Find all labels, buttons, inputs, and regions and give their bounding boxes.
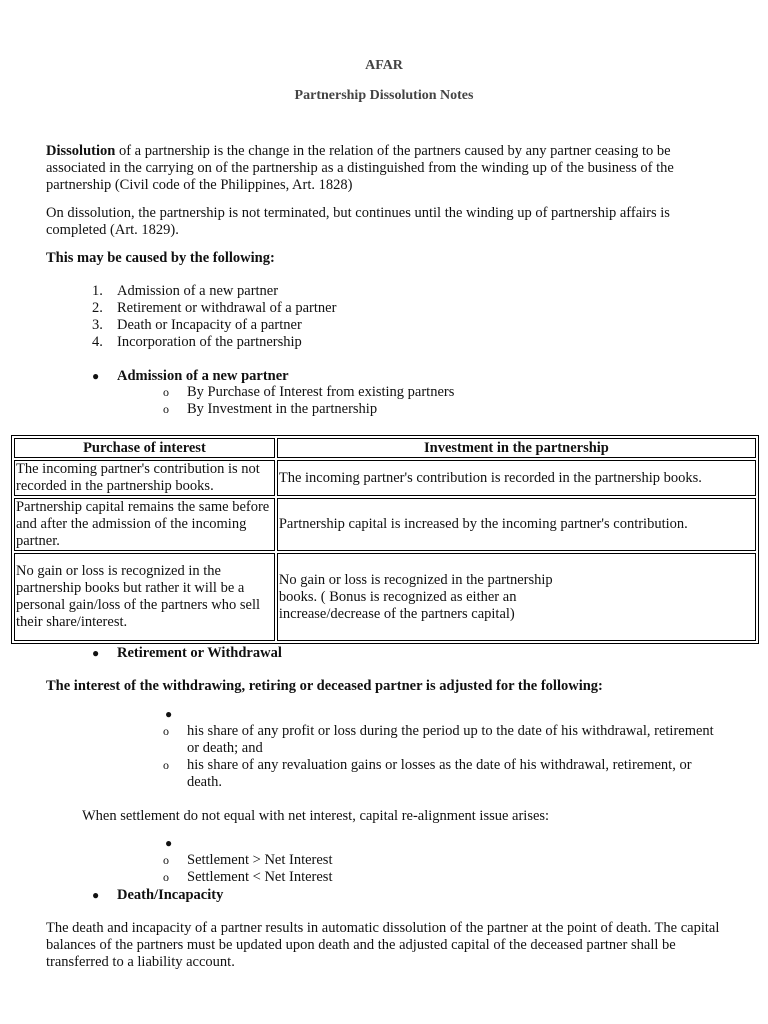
circle-bullet-icon: o bbox=[163, 853, 169, 867]
dissolution-term: Dissolution bbox=[46, 143, 116, 159]
settlement-item: o Settlement < Net Interest bbox=[163, 869, 333, 885]
bullet-icon: ● bbox=[165, 836, 173, 850]
table-header-row bbox=[14, 438, 756, 458]
document-subtitle: Partnership Dissolution Notes bbox=[294, 88, 474, 103]
table-row bbox=[14, 498, 756, 551]
table-row bbox=[14, 553, 756, 641]
death-heading: Death/Incapacity bbox=[117, 887, 224, 903]
table-cell: The incoming partner's contribution is recorded in the partnership books. bbox=[277, 460, 756, 496]
death-text: The death and incapacity of a partner results in automatic dissolution of the partner at the point of death. The capital balances of the partners must be updated upon death and the adjusted capital of the deceased partner shall be transferred to a liability account. bbox=[46, 920, 720, 970]
settlement-item: o Settlement > Net Interest bbox=[163, 852, 333, 868]
column-header-purchase: Purchase of interest bbox=[14, 438, 275, 458]
table-cell: Partnership capital is increased by the incoming partner's contribution. bbox=[277, 498, 756, 551]
adjustment-item: o his share of any profit or loss during the period up to the date of his withdrawal, retirement or death; and bbox=[163, 723, 714, 756]
adjustment-heading: The interest of the withdrawing, retiring or deceased partner is adjusted for the following: bbox=[46, 678, 603, 694]
circle-bullet-icon: o bbox=[163, 385, 169, 399]
circle-bullet-icon: o bbox=[163, 724, 169, 738]
document-title: AFAR bbox=[365, 58, 403, 73]
retirement-heading: Retirement or Withdrawal bbox=[117, 645, 282, 661]
table-row bbox=[14, 460, 756, 496]
table-cell: Partnership capital remains the same before and after the admission of the incoming partner. bbox=[14, 498, 275, 551]
bullet-icon: ● bbox=[165, 707, 173, 721]
causes-heading: This may be caused by the following: bbox=[46, 250, 275, 266]
admission-heading: Admission of a new partner bbox=[117, 368, 289, 384]
table-cell: No gain or loss is recognized in the partnership books. ( Bonus is recognized as either an increase/decrease of the partners capital) bbox=[277, 553, 756, 641]
settlement-text: When settlement do not equal with net interest, capital re-alignment issue arises: bbox=[82, 808, 550, 824]
bullet-icon: ● bbox=[92, 888, 100, 902]
bullet-icon: ● bbox=[92, 369, 100, 383]
circle-bullet-icon: o bbox=[163, 870, 169, 884]
table-cell: The incoming partner's contribution is not recorded in the partnership books. bbox=[14, 460, 275, 496]
circle-bullet-icon: o bbox=[163, 758, 169, 772]
circle-bullet-icon: o bbox=[163, 402, 169, 416]
dissolution-definition-text: of a partnership is the change in the relation of the partners caused by any partner ceasing to be associated in the carrying on of the partnership as a distinguished from the winding up of the business of the partnership (Civil code of the Philippines, Art. 1828) bbox=[46, 143, 674, 193]
list-item: 4. Incorporation of the partnership bbox=[92, 334, 302, 350]
list-item: 2. Retirement or withdrawal of a partner bbox=[92, 300, 337, 316]
adjustment-item: o his share of any revaluation gains or losses as the date of his withdrawal, retirement, or death. bbox=[163, 757, 692, 790]
table-cell: No gain or loss is recognized in the partnership books but rather it will be a personal gain/loss of the partners who sell their share/interest. bbox=[14, 553, 275, 641]
list-item: 3. Death or Incapacity of a partner bbox=[92, 317, 302, 333]
column-header-investment: Investment in the partnership bbox=[277, 438, 756, 458]
bullet-icon: ● bbox=[92, 646, 100, 660]
causes-list bbox=[92, 283, 336, 351]
admission-method: o By Investment in the partnership bbox=[163, 401, 378, 417]
admission-method: o By Purchase of Interest from existing partners bbox=[163, 384, 455, 400]
list-item: 1. Admission of a new partner bbox=[92, 283, 279, 299]
dissolution-definition bbox=[46, 143, 726, 194]
dissolution-continuation: On dissolution, the partnership is not terminated, but continues until the winding up of partnership affairs is completed (Art. 1829). bbox=[46, 205, 670, 238]
comparison-table bbox=[11, 435, 759, 644]
